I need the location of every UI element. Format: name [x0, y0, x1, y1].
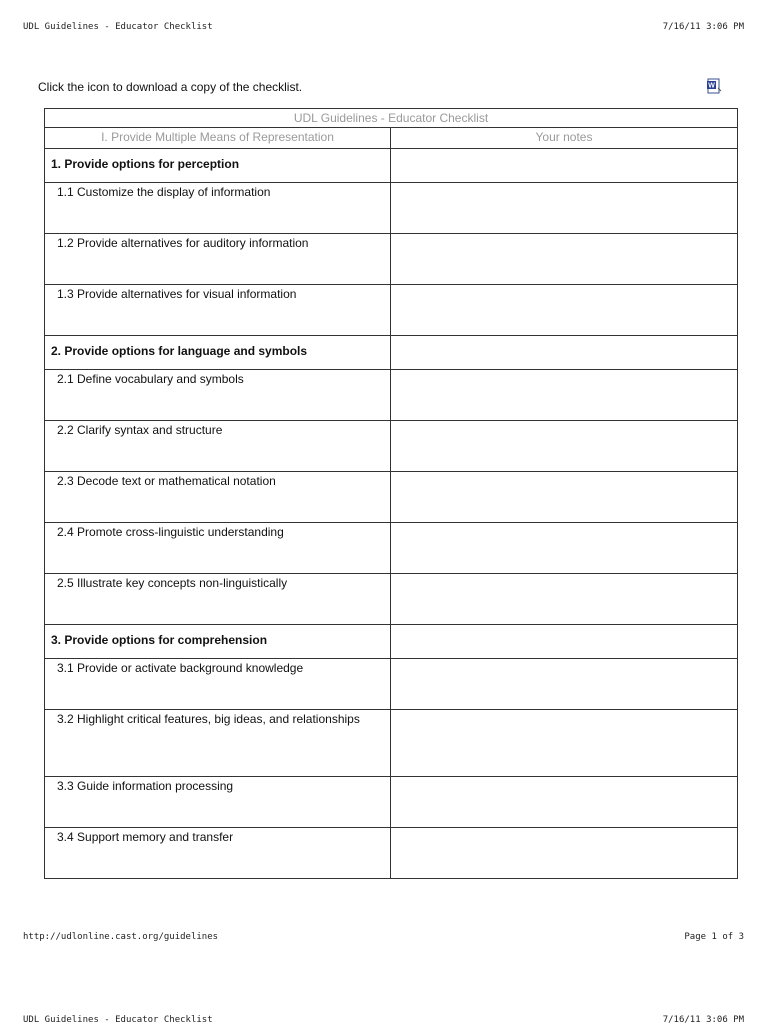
- guideline-label: 3.3 Guide information processing: [45, 777, 391, 828]
- section-row: [45, 336, 738, 370]
- checklist-table: [44, 108, 738, 879]
- table-row: [45, 828, 738, 879]
- notes-cell[interactable]: [391, 234, 738, 285]
- page-header-title: UDL Guidelines - Educator Checklist: [23, 22, 213, 32]
- notes-cell[interactable]: [391, 777, 738, 828]
- notes-cell[interactable]: [391, 828, 738, 879]
- guideline-label: 1.1 Customize the display of information: [45, 183, 391, 234]
- notes-cell[interactable]: [391, 183, 738, 234]
- table-row: [45, 710, 738, 777]
- notes-cell[interactable]: [391, 710, 738, 777]
- guideline-label: 2.2 Clarify syntax and structure: [45, 421, 391, 472]
- notes-cell[interactable]: [391, 421, 738, 472]
- table-row: [45, 421, 738, 472]
- table-row: [45, 574, 738, 625]
- table-row: [45, 472, 738, 523]
- download-instruction: Click the icon to download a copy of the checklist.: [38, 80, 303, 94]
- table-row: [45, 777, 738, 828]
- guideline-label: 2.5 Illustrate key concepts non-linguistically: [45, 574, 391, 625]
- next-page-header-title: UDL Guidelines - Educator Checklist: [23, 1015, 213, 1025]
- guideline-label: 2.3 Decode text or mathematical notation: [45, 472, 391, 523]
- table-title: UDL Guidelines - Educator Checklist: [45, 109, 738, 128]
- column-header-notes: Your notes: [391, 128, 738, 149]
- table-row: [45, 523, 738, 574]
- table-row: [45, 234, 738, 285]
- table-row: [45, 183, 738, 234]
- notes-cell[interactable]: [391, 285, 738, 336]
- svg-text:W: W: [708, 82, 715, 90]
- notes-cell[interactable]: [391, 149, 738, 183]
- page-number: Page 1 of 3: [684, 932, 744, 942]
- guideline-label: 1.2 Provide alternatives for auditory information: [45, 234, 391, 285]
- guideline-label: 1.3 Provide alternatives for visual information: [45, 285, 391, 336]
- footer-url-link[interactable]: http://udlonline.cast.org/guidelines: [23, 932, 219, 942]
- section-row: [45, 625, 738, 659]
- section-label: 3. Provide options for comprehension: [45, 625, 391, 659]
- section-label: 2. Provide options for language and symbols: [45, 336, 391, 370]
- section-label: 1. Provide options for perception: [45, 149, 391, 183]
- guideline-label: 2.4 Promote cross-linguistic understanding: [45, 523, 391, 574]
- guideline-label: 3.2 Highlight critical features, big ideas, and relationships: [45, 710, 391, 777]
- guideline-label: 3.4 Support memory and transfer: [45, 828, 391, 879]
- notes-cell[interactable]: [391, 625, 738, 659]
- section-row: [45, 149, 738, 183]
- table-row: [45, 370, 738, 421]
- notes-cell[interactable]: [391, 370, 738, 421]
- column-header-principle: I. Provide Multiple Means of Representation: [45, 128, 391, 149]
- notes-cell[interactable]: [391, 472, 738, 523]
- table-row: [45, 659, 738, 710]
- notes-cell[interactable]: [391, 574, 738, 625]
- guideline-label: 3.1 Provide or activate background knowledge: [45, 659, 391, 710]
- notes-cell[interactable]: [391, 659, 738, 710]
- table-row: [45, 285, 738, 336]
- page-header-timestamp: 7/16/11 3:06 PM: [662, 22, 744, 32]
- notes-cell[interactable]: [391, 523, 738, 574]
- guideline-label: 2.1 Define vocabulary and symbols: [45, 370, 391, 421]
- word-document-icon[interactable]: [706, 78, 722, 94]
- next-page-header-timestamp: 7/16/11 3:06 PM: [662, 1015, 744, 1025]
- notes-cell[interactable]: [391, 336, 738, 370]
